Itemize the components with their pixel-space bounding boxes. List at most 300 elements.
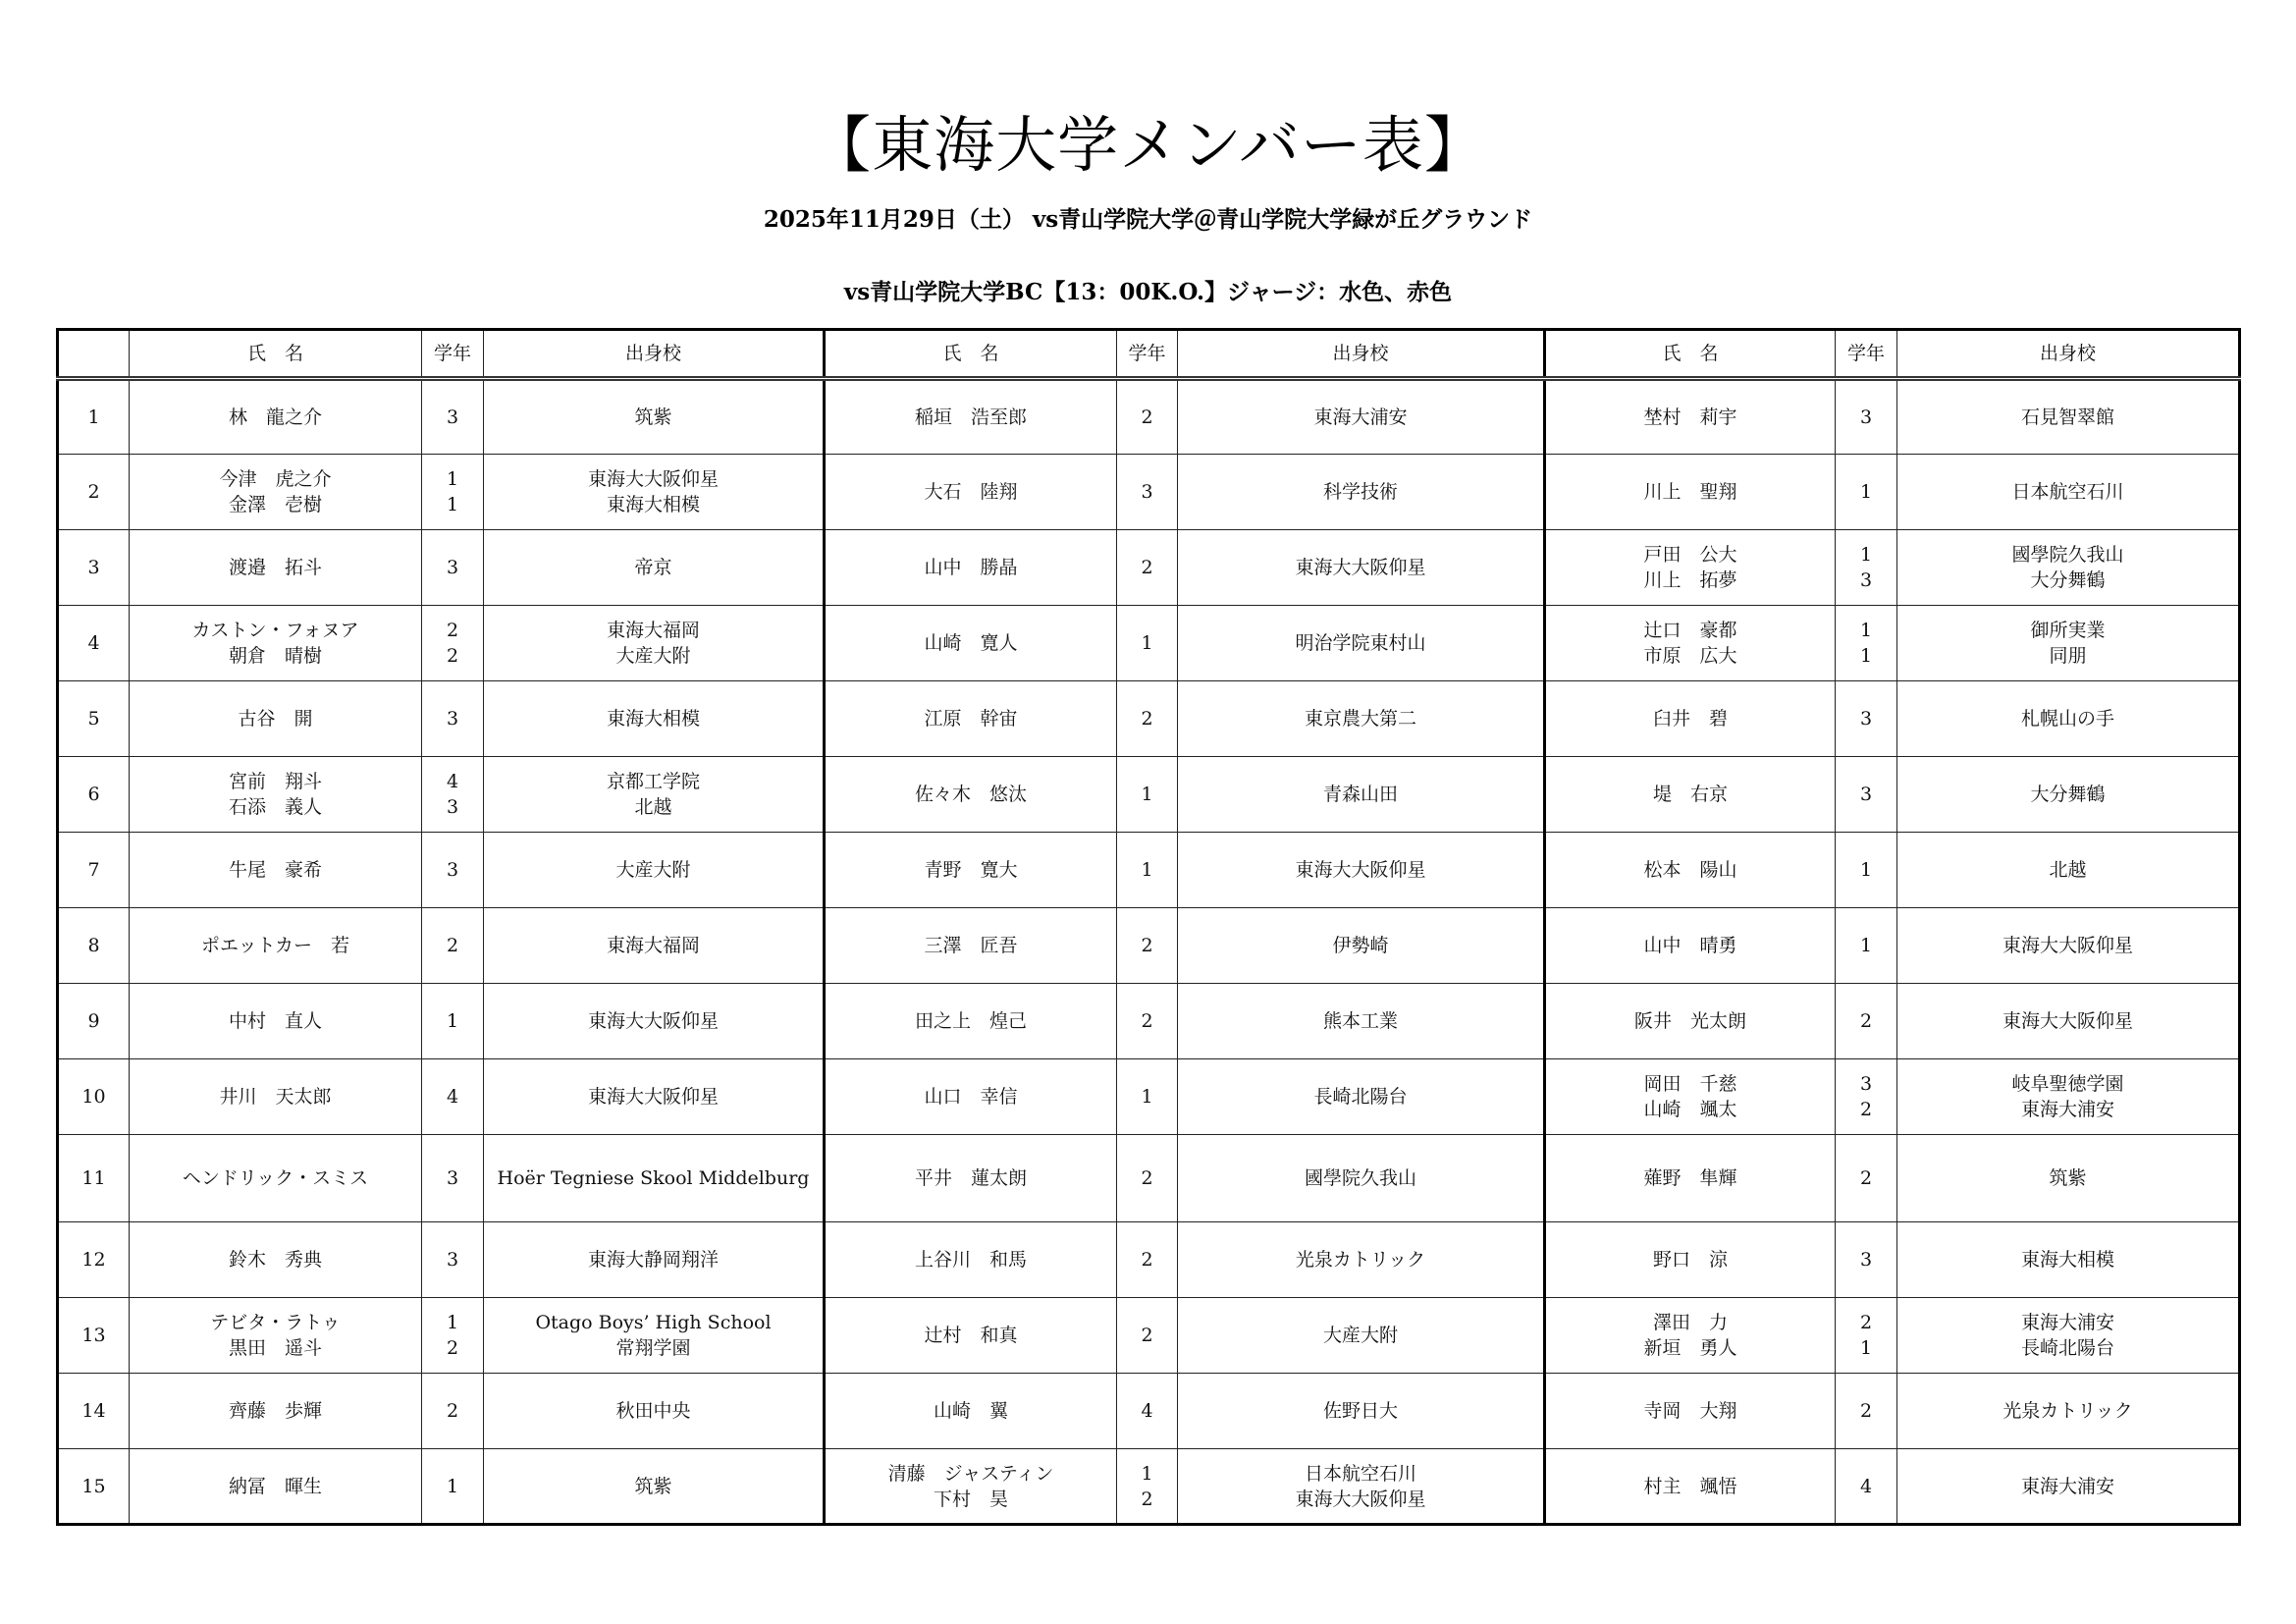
school-name: 京都工学院 bbox=[606, 771, 700, 792]
grade-cell bbox=[422, 455, 484, 530]
school-cell bbox=[1178, 530, 1545, 606]
school-cell bbox=[484, 1449, 825, 1525]
school-cell bbox=[1897, 833, 2240, 908]
header-school: 出身校 bbox=[1897, 330, 2240, 379]
school-name: 岐阜聖徳学園 bbox=[2011, 1073, 2124, 1095]
grade-value: 1 bbox=[1859, 620, 1873, 641]
player-name: ヘンドリック・スミス bbox=[182, 1167, 369, 1189]
player-name: ポエットカー 若 bbox=[200, 935, 350, 956]
player-name: 清藤 ジャスティン bbox=[887, 1462, 1054, 1485]
player-name: 新垣 勇人 bbox=[1643, 1337, 1737, 1359]
school-name: 科学技術 bbox=[1322, 481, 1398, 503]
school-name: 秋田中央 bbox=[615, 1400, 691, 1422]
school-name: 筑紫 bbox=[634, 406, 672, 428]
school-cell bbox=[484, 1059, 825, 1135]
grade-value: 1 bbox=[1141, 1462, 1153, 1485]
grade-cell bbox=[1117, 1449, 1178, 1525]
player-name: 臼井 碧 bbox=[1652, 708, 1728, 730]
school-cell bbox=[1897, 1222, 2240, 1298]
grade-cell bbox=[1117, 1374, 1178, 1449]
school-name: 光泉カトリック bbox=[2002, 1400, 2133, 1422]
match-kickoff-jersey: vs青山学院大学BC【13：00K.O.】ジャージ：水色、赤色 bbox=[843, 279, 1453, 305]
school-name: 大産大附 bbox=[615, 645, 691, 667]
grade-value: 1 bbox=[446, 494, 459, 515]
grade-value: 3 bbox=[1859, 1073, 1873, 1095]
player-name: 宮前 翔斗 bbox=[228, 771, 322, 792]
school-name: 帝京 bbox=[634, 557, 672, 578]
grade-value: 3 bbox=[1859, 1249, 1873, 1271]
school-name: 長崎北陽台 bbox=[1313, 1086, 1408, 1108]
player-name: 埜村 莉宇 bbox=[1643, 406, 1737, 428]
grade-value: 2 bbox=[1141, 708, 1153, 730]
header-school: 出身校 bbox=[484, 330, 825, 379]
player-name-cell bbox=[825, 606, 1117, 681]
player-name: 川上 聖翔 bbox=[1643, 481, 1737, 503]
grade-cell bbox=[1836, 1449, 1897, 1525]
player-name: 納冨 暉生 bbox=[228, 1475, 322, 1497]
player-name: 古谷 開 bbox=[238, 708, 313, 730]
grade-value: 1 bbox=[1141, 1086, 1153, 1108]
grade-cell bbox=[1836, 908, 1897, 984]
player-name: 齊藤 歩輝 bbox=[228, 1400, 322, 1422]
grade-cell bbox=[1117, 1298, 1178, 1374]
school-name: Otago Boys’ High School bbox=[535, 1312, 772, 1333]
member-table bbox=[56, 328, 2241, 1526]
grade-cell bbox=[1836, 455, 1897, 530]
school-name: 日本航空石川 bbox=[2011, 481, 2124, 503]
player-name-cell bbox=[1545, 530, 1836, 606]
player-name: 村主 颯悟 bbox=[1643, 1475, 1737, 1497]
grade-cell bbox=[1836, 681, 1897, 757]
player-name-cell bbox=[825, 1298, 1117, 1374]
player-name-cell bbox=[1545, 1222, 1836, 1298]
table-row bbox=[58, 1222, 2240, 1298]
player-name-cell bbox=[130, 833, 422, 908]
grade-value: 3 bbox=[446, 1167, 459, 1189]
player-name: 寺岡 大翔 bbox=[1643, 1400, 1737, 1422]
school-cell bbox=[484, 1222, 825, 1298]
grade-cell bbox=[1836, 379, 1897, 455]
player-name: 稲垣 浩至郎 bbox=[914, 406, 1027, 428]
grade-value: 2 bbox=[446, 1400, 459, 1422]
grade-cell bbox=[1117, 530, 1178, 606]
school-cell bbox=[1178, 1449, 1545, 1525]
grade-value: 3 bbox=[446, 708, 459, 730]
header-name: 氏 名 bbox=[825, 330, 1117, 379]
grade-value: 1 bbox=[446, 468, 459, 490]
grade-value: 4 bbox=[1859, 1475, 1873, 1497]
player-name: 岡田 千慈 bbox=[1643, 1073, 1737, 1095]
player-name: 山崎 颯太 bbox=[1643, 1099, 1737, 1120]
school-cell bbox=[1178, 606, 1545, 681]
grade-cell bbox=[422, 1449, 484, 1525]
player-name-cell bbox=[130, 1449, 422, 1525]
player-name-cell bbox=[1545, 1374, 1836, 1449]
grade-cell bbox=[1836, 833, 1897, 908]
player-name-cell bbox=[825, 1059, 1117, 1135]
row-number: 7 bbox=[58, 833, 130, 908]
school-name: 東海大浦安 bbox=[2020, 1312, 2114, 1333]
grade-cell bbox=[1836, 606, 1897, 681]
player-name-cell bbox=[130, 606, 422, 681]
school-name: 御所実業 bbox=[2030, 620, 2106, 641]
table-row bbox=[58, 1449, 2240, 1525]
grade-value: 2 bbox=[1141, 1488, 1153, 1510]
player-name-cell bbox=[1545, 1135, 1836, 1222]
grade-cell bbox=[1836, 1222, 1897, 1298]
player-name-cell bbox=[825, 1135, 1117, 1222]
player-name-cell bbox=[825, 1449, 1117, 1525]
table-row bbox=[58, 530, 2240, 606]
grade-cell bbox=[422, 379, 484, 455]
player-name: 渡邉 拓斗 bbox=[228, 557, 322, 578]
grade-value: 3 bbox=[1859, 569, 1873, 591]
player-name-cell bbox=[130, 379, 422, 455]
player-name-cell bbox=[130, 1059, 422, 1135]
school-cell bbox=[1178, 757, 1545, 833]
player-name-cell bbox=[825, 1374, 1117, 1449]
player-name-cell bbox=[130, 908, 422, 984]
grade-cell bbox=[1836, 530, 1897, 606]
player-name: 大石 陸翔 bbox=[924, 481, 1018, 503]
school-cell bbox=[1178, 1298, 1545, 1374]
row-number: 10 bbox=[58, 1059, 130, 1135]
school-name: 東京農大第二 bbox=[1304, 708, 1416, 730]
school-name: 札幌山の手 bbox=[2020, 708, 2114, 730]
player-name: 山中 勝晶 bbox=[924, 557, 1018, 578]
school-cell bbox=[1897, 757, 2240, 833]
grade-value: 2 bbox=[1859, 1167, 1873, 1189]
school-name: 東海大福岡 bbox=[606, 935, 700, 956]
grade-cell bbox=[1836, 1135, 1897, 1222]
player-name-cell bbox=[1545, 681, 1836, 757]
player-name: 金澤 壱樹 bbox=[228, 494, 322, 515]
header-school: 出身校 bbox=[1178, 330, 1545, 379]
table-row bbox=[58, 606, 2240, 681]
player-name: 朝倉 晴樹 bbox=[228, 645, 322, 667]
grade-cell bbox=[422, 530, 484, 606]
player-name-cell bbox=[1545, 1059, 1836, 1135]
school-name: 明治学院東村山 bbox=[1295, 632, 1426, 654]
player-name-cell bbox=[1545, 984, 1836, 1059]
player-name-cell bbox=[130, 757, 422, 833]
school-cell bbox=[484, 379, 825, 455]
school-cell bbox=[1178, 1059, 1545, 1135]
school-name: 熊本工業 bbox=[1322, 1010, 1398, 1032]
school-name: 筑紫 bbox=[634, 1475, 672, 1497]
school-cell bbox=[1178, 1135, 1545, 1222]
table-row bbox=[58, 379, 2240, 455]
school-cell bbox=[1897, 455, 2240, 530]
player-name-cell bbox=[130, 530, 422, 606]
school-name: 東海大大阪仰星 bbox=[587, 1086, 719, 1108]
school-name: 伊勢崎 bbox=[1332, 935, 1389, 956]
school-cell bbox=[1897, 681, 2240, 757]
header-grade: 学年 bbox=[422, 330, 484, 379]
table-row bbox=[58, 1059, 2240, 1135]
player-name: 山崎 翼 bbox=[933, 1400, 1008, 1422]
grade-cell bbox=[422, 833, 484, 908]
page-title: 【東海大学メンバー表】 bbox=[810, 109, 1486, 181]
player-name-cell bbox=[825, 984, 1117, 1059]
table-row bbox=[58, 1374, 2240, 1449]
grade-value: 2 bbox=[446, 620, 459, 641]
player-name: 辻口 豪都 bbox=[1643, 620, 1737, 641]
grade-value: 1 bbox=[446, 1475, 459, 1497]
school-name: 東海大相模 bbox=[2020, 1249, 2114, 1271]
row-number: 12 bbox=[58, 1222, 130, 1298]
row-number: 4 bbox=[58, 606, 130, 681]
grade-value: 2 bbox=[1141, 1167, 1153, 1189]
player-name: 戸田 公大 bbox=[1643, 544, 1737, 566]
row-number: 15 bbox=[58, 1449, 130, 1525]
grade-value: 2 bbox=[446, 1337, 459, 1359]
school-name: 長崎北陽台 bbox=[2020, 1337, 2114, 1359]
school-cell bbox=[1178, 1222, 1545, 1298]
grade-cell bbox=[1117, 833, 1178, 908]
grade-value: 1 bbox=[1141, 784, 1153, 805]
school-cell bbox=[1178, 681, 1545, 757]
table-row bbox=[58, 681, 2240, 757]
grade-cell bbox=[1117, 606, 1178, 681]
player-name: 中村 直人 bbox=[228, 1010, 322, 1032]
player-name: 青野 寛大 bbox=[924, 859, 1018, 881]
school-cell bbox=[1897, 1449, 2240, 1525]
table-row bbox=[58, 757, 2240, 833]
row-number: 13 bbox=[58, 1298, 130, 1374]
school-name: 東海大福岡 bbox=[606, 620, 700, 641]
grade-cell bbox=[422, 1374, 484, 1449]
player-name-cell bbox=[130, 1298, 422, 1374]
player-name: 川上 拓夢 bbox=[1643, 569, 1737, 591]
player-name: 黒田 遥斗 bbox=[228, 1337, 322, 1359]
school-name: 東海大浦安 bbox=[2020, 1475, 2114, 1497]
grade-value: 1 bbox=[1859, 1337, 1873, 1359]
school-name: 東海大浦安 bbox=[1313, 406, 1408, 428]
grade-value: 3 bbox=[446, 1249, 459, 1271]
school-name: 東海大大阪仰星 bbox=[1295, 1488, 1426, 1510]
school-cell bbox=[1897, 984, 2240, 1059]
grade-cell bbox=[1117, 379, 1178, 455]
grade-value: 1 bbox=[1859, 544, 1873, 566]
player-name: 三澤 匠吾 bbox=[924, 935, 1018, 956]
player-name: 山中 晴勇 bbox=[1643, 935, 1737, 956]
grade-value: 4 bbox=[446, 1086, 459, 1108]
player-name-cell bbox=[825, 908, 1117, 984]
school-name: 東海大静岡翔洋 bbox=[587, 1249, 719, 1271]
school-cell bbox=[1897, 1298, 2240, 1374]
player-name-cell bbox=[825, 379, 1117, 455]
school-cell bbox=[484, 606, 825, 681]
grade-cell bbox=[422, 606, 484, 681]
player-name-cell bbox=[825, 681, 1117, 757]
school-cell bbox=[1178, 455, 1545, 530]
school-cell bbox=[484, 681, 825, 757]
grade-value: 2 bbox=[446, 645, 459, 667]
player-name: 下村 昊 bbox=[933, 1488, 1008, 1510]
player-name-cell bbox=[1545, 455, 1836, 530]
school-cell bbox=[1178, 1374, 1545, 1449]
player-name: 山口 幸信 bbox=[924, 1086, 1018, 1108]
player-name-cell bbox=[1545, 833, 1836, 908]
grade-value: 3 bbox=[1859, 784, 1873, 805]
player-name: 澤田 力 bbox=[1652, 1312, 1728, 1333]
grade-value: 2 bbox=[1141, 935, 1153, 956]
grade-cell bbox=[422, 757, 484, 833]
grade-value: 3 bbox=[1859, 708, 1873, 730]
player-name-cell bbox=[1545, 1298, 1836, 1374]
school-cell bbox=[484, 1135, 825, 1222]
grade-value: 3 bbox=[1141, 481, 1153, 503]
school-cell bbox=[1897, 1135, 2240, 1222]
player-name: 井川 天太郎 bbox=[219, 1086, 332, 1108]
player-name-cell bbox=[1545, 379, 1836, 455]
table-row bbox=[58, 908, 2240, 984]
school-name: 大産大附 bbox=[615, 859, 691, 881]
grade-value: 2 bbox=[1141, 1325, 1153, 1346]
player-name: 佐々木 悠汰 bbox=[914, 784, 1027, 805]
header-no bbox=[58, 330, 130, 379]
player-name: 阪井 光太朗 bbox=[1633, 1010, 1746, 1032]
header-name: 氏 名 bbox=[130, 330, 422, 379]
grade-value: 4 bbox=[446, 771, 459, 792]
row-number: 1 bbox=[58, 379, 130, 455]
school-cell bbox=[484, 530, 825, 606]
player-name: 野口 涼 bbox=[1652, 1249, 1728, 1271]
school-cell bbox=[1897, 1374, 2240, 1449]
school-name: 大分舞鶴 bbox=[2030, 784, 2106, 805]
grade-value: 1 bbox=[446, 1312, 459, 1333]
grade-value: 2 bbox=[1141, 1010, 1153, 1032]
grade-cell bbox=[422, 1135, 484, 1222]
header-grade: 学年 bbox=[1117, 330, 1178, 379]
school-cell bbox=[1897, 379, 2240, 455]
row-number: 9 bbox=[58, 984, 130, 1059]
player-name-cell bbox=[130, 1374, 422, 1449]
table-row bbox=[58, 455, 2240, 530]
player-name: 林 龍之介 bbox=[228, 406, 322, 428]
school-name: 東海大大阪仰星 bbox=[2002, 1010, 2133, 1032]
school-name: 佐野日大 bbox=[1322, 1400, 1398, 1422]
school-name: 常翔学園 bbox=[615, 1337, 691, 1359]
grade-cell bbox=[422, 1222, 484, 1298]
grade-cell bbox=[422, 908, 484, 984]
player-name: テビタ・ラトゥ bbox=[210, 1312, 341, 1333]
player-name: 平井 蓮太朗 bbox=[914, 1167, 1027, 1189]
school-name: 東海大大阪仰星 bbox=[1295, 859, 1426, 881]
player-name: 薙野 隼輝 bbox=[1643, 1167, 1737, 1189]
player-name: 堤 右京 bbox=[1652, 784, 1728, 805]
row-number: 11 bbox=[58, 1135, 130, 1222]
header-name: 氏 名 bbox=[1545, 330, 1836, 379]
school-cell bbox=[484, 455, 825, 530]
school-name: 國學院久我山 bbox=[2011, 544, 2124, 566]
grade-value: 3 bbox=[446, 557, 459, 578]
player-name-cell bbox=[825, 757, 1117, 833]
school-cell bbox=[1897, 908, 2240, 984]
player-name-cell bbox=[1545, 757, 1836, 833]
player-name-cell bbox=[1545, 606, 1836, 681]
school-cell bbox=[484, 1374, 825, 1449]
player-name: カストン・フォヌア bbox=[191, 620, 359, 641]
player-name: 辻村 和真 bbox=[924, 1325, 1018, 1346]
player-name-cell bbox=[1545, 1449, 1836, 1525]
school-cell bbox=[484, 833, 825, 908]
player-name: 鈴木 秀典 bbox=[228, 1249, 322, 1271]
header-grade: 学年 bbox=[1836, 330, 1897, 379]
player-name: 石添 義人 bbox=[228, 796, 322, 818]
school-name: 大分舞鶴 bbox=[2030, 569, 2106, 591]
grade-value: 1 bbox=[1859, 859, 1873, 881]
school-cell bbox=[1897, 606, 2240, 681]
grade-cell bbox=[422, 1059, 484, 1135]
row-number: 6 bbox=[58, 757, 130, 833]
player-name-cell bbox=[130, 681, 422, 757]
grade-cell bbox=[1117, 455, 1178, 530]
row-number: 14 bbox=[58, 1374, 130, 1449]
grade-cell bbox=[422, 681, 484, 757]
school-name: 北越 bbox=[634, 796, 672, 818]
player-name: 牛尾 豪希 bbox=[228, 859, 322, 881]
school-name: 東海大大阪仰星 bbox=[1295, 557, 1426, 578]
school-cell bbox=[1178, 379, 1545, 455]
school-name: Hoër Tegniese Skool Middelburg bbox=[497, 1167, 810, 1189]
row-number: 2 bbox=[58, 455, 130, 530]
player-name-cell bbox=[825, 530, 1117, 606]
school-name: 筑紫 bbox=[2049, 1167, 2087, 1189]
grade-value: 1 bbox=[1141, 859, 1153, 881]
school-cell bbox=[1178, 833, 1545, 908]
grade-value: 3 bbox=[446, 796, 459, 818]
grade-value: 2 bbox=[1859, 1099, 1873, 1120]
school-cell bbox=[484, 908, 825, 984]
player-name: 江原 幹宙 bbox=[924, 708, 1018, 730]
grade-value: 1 bbox=[1141, 632, 1153, 654]
grade-value: 1 bbox=[1859, 935, 1873, 956]
grade-cell bbox=[1117, 908, 1178, 984]
grade-value: 2 bbox=[1141, 406, 1153, 428]
school-name: 光泉カトリック bbox=[1295, 1249, 1426, 1271]
school-name: 日本航空石川 bbox=[1304, 1462, 1416, 1485]
player-name: 今津 虎之介 bbox=[219, 468, 332, 490]
grade-cell bbox=[1117, 1135, 1178, 1222]
grade-value: 3 bbox=[446, 859, 459, 881]
grade-value: 3 bbox=[446, 406, 459, 428]
player-name-cell bbox=[130, 1135, 422, 1222]
school-name: 東海大相模 bbox=[606, 708, 700, 730]
table-row bbox=[58, 1298, 2240, 1374]
grade-value: 2 bbox=[1141, 557, 1153, 578]
school-cell bbox=[1897, 530, 2240, 606]
school-name: 同朋 bbox=[2049, 645, 2087, 667]
grade-cell bbox=[1117, 681, 1178, 757]
grade-cell bbox=[422, 984, 484, 1059]
table-row bbox=[58, 1135, 2240, 1222]
table-row bbox=[58, 833, 2240, 908]
grade-value: 2 bbox=[1859, 1400, 1873, 1422]
player-name: 松本 陽山 bbox=[1643, 859, 1737, 881]
table-row bbox=[58, 984, 2240, 1059]
player-name-cell bbox=[825, 455, 1117, 530]
school-name: 東海大大阪仰星 bbox=[2002, 935, 2133, 956]
grade-cell bbox=[1117, 757, 1178, 833]
player-name-cell bbox=[130, 455, 422, 530]
player-name: 上谷川 和馬 bbox=[914, 1249, 1027, 1271]
row-number: 5 bbox=[58, 681, 130, 757]
row-number: 8 bbox=[58, 908, 130, 984]
player-name-cell bbox=[130, 984, 422, 1059]
grade-cell bbox=[1836, 1059, 1897, 1135]
